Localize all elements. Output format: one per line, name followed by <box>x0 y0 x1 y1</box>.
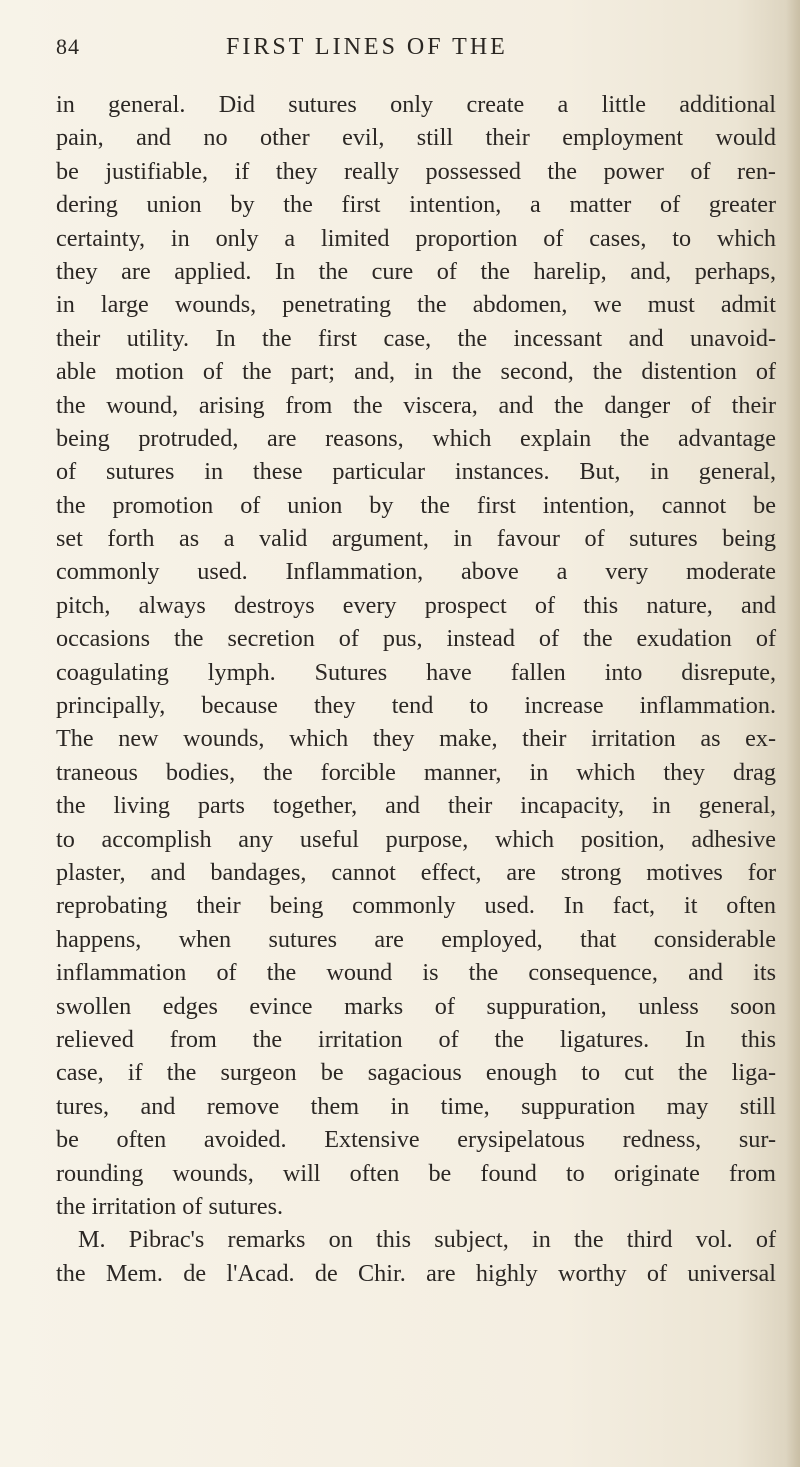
text-line: principally, because they tend to increase inflammation. <box>56 692 776 720</box>
text-line: their utility. In the first case, the incessant and unavoid- <box>56 324 776 352</box>
text-line: inflammation of the wound is the consequence, and its <box>56 959 776 987</box>
text-line: being protruded, are reasons, which explain the advantage <box>56 424 776 452</box>
text-line: swollen edges evince marks of suppuration, unless soon <box>56 992 776 1020</box>
text-line: case, if the surgeon be sagacious enough to cut the liga- <box>56 1059 776 1087</box>
text-line: coagulating lymph. Sutures have fallen into disrepute, <box>56 658 776 686</box>
text-line: pain, and no other evil, still their employment would <box>56 124 776 152</box>
text-line: rounding wounds, will often be found to originate from <box>56 1159 776 1187</box>
text-line: able motion of the part; and, in the second, the distention of <box>56 358 776 386</box>
text-line: in large wounds, penetrating the abdomen, we must admit <box>56 291 776 319</box>
text-line: be justifiable, if they really possessed the power of ren- <box>56 157 776 185</box>
page-edge-shadow <box>786 0 800 1467</box>
text-line: the living parts together, and their incapacity, in general, <box>56 792 776 820</box>
text-line: M. Pibrac's remarks on this subject, in the third vol. of <box>78 1226 776 1254</box>
text-line: the irritation of sutures. <box>56 1192 284 1220</box>
text-line: set forth as a valid argument, in favour of sutures being <box>56 525 776 553</box>
text-line: the promotion of union by the first intention, cannot be <box>56 491 776 519</box>
text-line: The new wounds, which they make, their irritation as ex- <box>56 725 776 753</box>
text-line: to accomplish any useful purpose, which position, adhesive <box>56 825 776 853</box>
page-number: 84 <box>56 34 80 59</box>
text-line: the wound, arising from the viscera, and the danger of their <box>56 391 776 419</box>
text-line: traneous bodies, the forcible manner, in which they drag <box>56 758 776 786</box>
text-line: relieved from the irritation of the ligatures. In this <box>56 1025 776 1053</box>
text-line: commonly used. Inflammation, above a very moderate <box>56 558 776 586</box>
text-line: reprobating their being commonly used. In fact, it often <box>56 892 776 920</box>
text-line: be often avoided. Extensive erysipelatous redness, sur- <box>56 1126 776 1154</box>
body-text <box>56 88 776 1290</box>
text-line: plaster, and bandages, cannot effect, are strong motives for <box>56 858 776 886</box>
text-line: the Mem. de l'Acad. de Chir. are highly worthy of universal <box>56 1259 776 1287</box>
text-line: they are applied. In the cure of the harelip, and, perhaps, <box>56 257 776 285</box>
text-line: of sutures in these particular instances. But, in general, <box>56 458 776 486</box>
running-head: FIRST LINES OF THE <box>226 34 508 60</box>
text-line: pitch, always destroys every prospect of this nature, and <box>56 591 776 619</box>
page-header <box>56 34 756 74</box>
text-line: tures, and remove them in time, suppuration may still <box>56 1092 776 1120</box>
text-line: occasions the secretion of pus, instead of the exudation of <box>56 625 776 653</box>
text-line: certainty, in only a limited proportion of cases, to which <box>56 224 776 252</box>
text-line: in general. Did sutures only create a little additional <box>56 91 776 118</box>
text-line: happens, when sutures are employed, that considerable <box>56 925 776 953</box>
text-line: dering union by the first intention, a matter of greater <box>56 191 776 219</box>
